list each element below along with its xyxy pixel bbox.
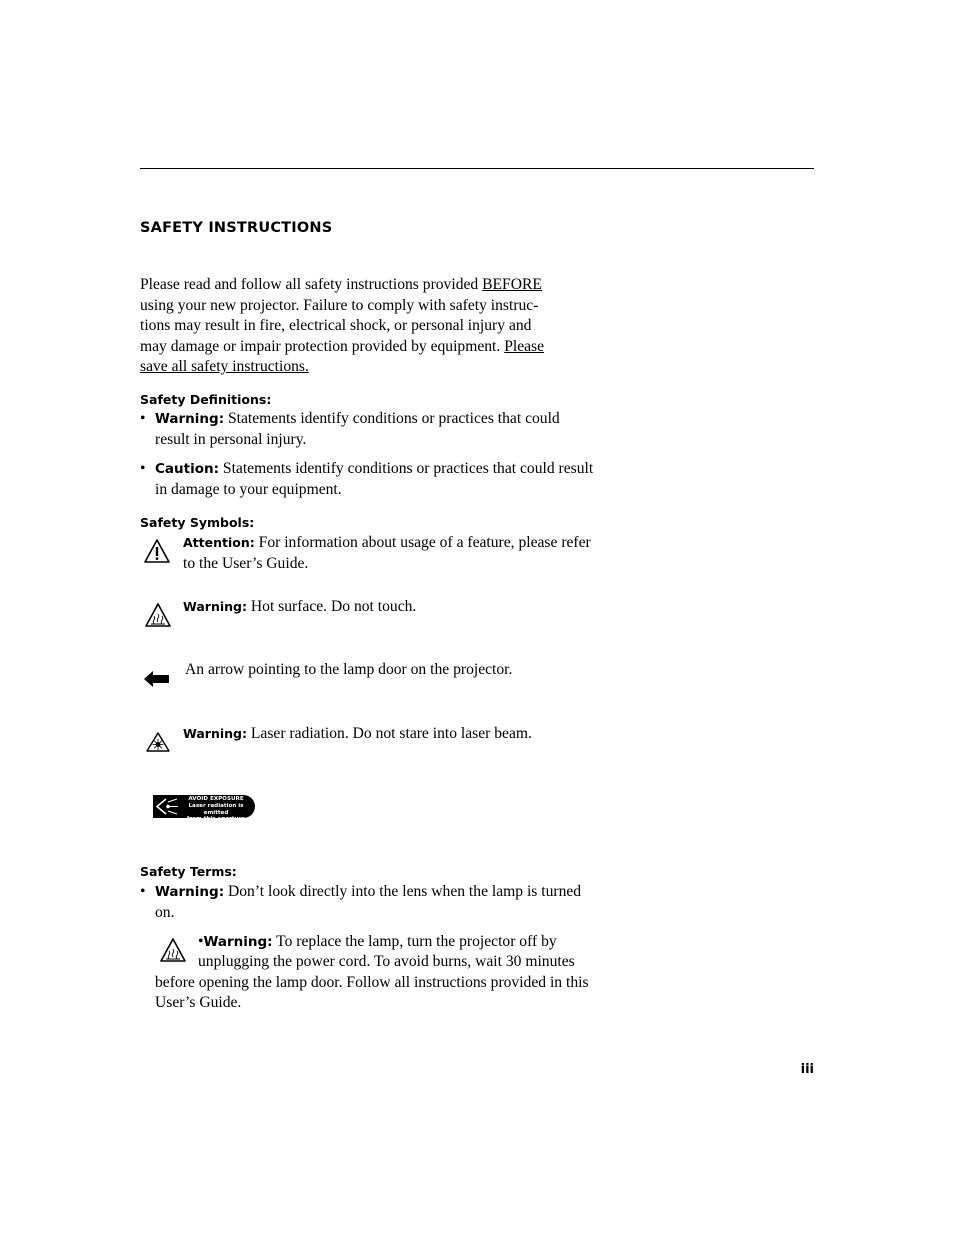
- laser-label-line1: AVOID EXPOSURE: [188, 796, 244, 802]
- exclamation-triangle-icon: [143, 538, 171, 564]
- definition-warning-text: Statements identify conditions or practices that could result in personal injury.: [155, 410, 560, 448]
- top-rule: [140, 168, 814, 169]
- symbol-hot-surface: [183, 597, 598, 618]
- definition-warning-label: Warning:: [155, 411, 225, 427]
- term-lamp-warning-label: Warning:: [203, 934, 273, 950]
- laser-aperture-icon: [155, 797, 179, 816]
- term-lens-warning-label: Warning:: [155, 884, 225, 900]
- term-lamp-warning-rest: unplugging the power cord. To avoid burns, wait 30 minutes before opening the lamp door. Follow all instructions provided in this User’s Guide.: [155, 953, 589, 1011]
- term-lamp-warning-first-line: [198, 932, 598, 953]
- before-emphasis: BEFORE: [482, 276, 542, 293]
- laser-icon: [145, 731, 171, 753]
- symbol-hot-surface-text: Hot surface. Do not touch.: [246, 598, 417, 615]
- symbol-attention-text: For information about usage of a feature, please refer to the User’s Guide.: [183, 534, 591, 572]
- save-instructions-part1: Please: [504, 337, 545, 355]
- bullet-dot: •: [140, 460, 146, 477]
- save-instructions-part2: save all safety instructions.: [140, 358, 309, 375]
- symbol-laser: [183, 724, 598, 745]
- symbol-attention: [183, 533, 598, 574]
- term-lens-warning-text: Don’t look directly into the lens when the lamp is turned on.: [155, 883, 582, 921]
- symbol-laser-text: Laser radiation. Do not stare into laser beam.: [246, 725, 532, 742]
- bullet-dot: •: [140, 410, 146, 427]
- page-title: SAFETY INSTRUCTIONS: [140, 220, 333, 236]
- intro-text-4: may damage or impair protection provided by equipment.: [140, 337, 505, 355]
- definition-caution-text: Statements identify conditions or practices that could result in damage to your equipment.: [155, 460, 594, 498]
- page-number: iii: [800, 1062, 814, 1077]
- terms-title: Safety Terms:: [140, 864, 237, 879]
- definition-caution-label: Caution:: [155, 461, 219, 477]
- laser-aperture-label: [153, 795, 255, 823]
- symbol-lamp-door-text: An arrow pointing to the lamp door on the projector.: [185, 661, 513, 678]
- laser-aperture-text: [181, 796, 251, 823]
- laser-label-line3: from this aperture: [186, 816, 246, 823]
- left-arrow-icon: [143, 670, 171, 688]
- symbol-lamp-door: [185, 660, 600, 681]
- intro-paragraph: [140, 275, 595, 378]
- symbol-laser-label: Warning:: [183, 726, 247, 741]
- symbol-hot-surface-label: Warning:: [183, 599, 247, 614]
- laser-label-line2: Laser radiation is emitted: [188, 802, 244, 816]
- intro-text-1: Please read and follow all safety instructions provided: [140, 276, 483, 293]
- intro-text-3: tions may result in fire, electrical shock, or personal injury and: [140, 317, 532, 334]
- definition-warning: [140, 409, 595, 450]
- term-lamp-bullet: •: [198, 933, 204, 950]
- intro-text-2: using your new projector. Failure to comply with safety instruc-: [140, 296, 539, 314]
- symbols-title: Safety Symbols:: [140, 515, 255, 530]
- term-lamp-warning-text: To replace the lamp, turn the projector off by: [272, 933, 557, 950]
- definitions-title: Safety Definitions:: [140, 392, 272, 407]
- bullet-dot: •: [140, 883, 146, 900]
- term-lens-warning: [140, 882, 595, 923]
- symbol-attention-label: Attention:: [183, 535, 255, 550]
- hot-surface-icon: [144, 602, 172, 628]
- definition-caution: [140, 459, 595, 500]
